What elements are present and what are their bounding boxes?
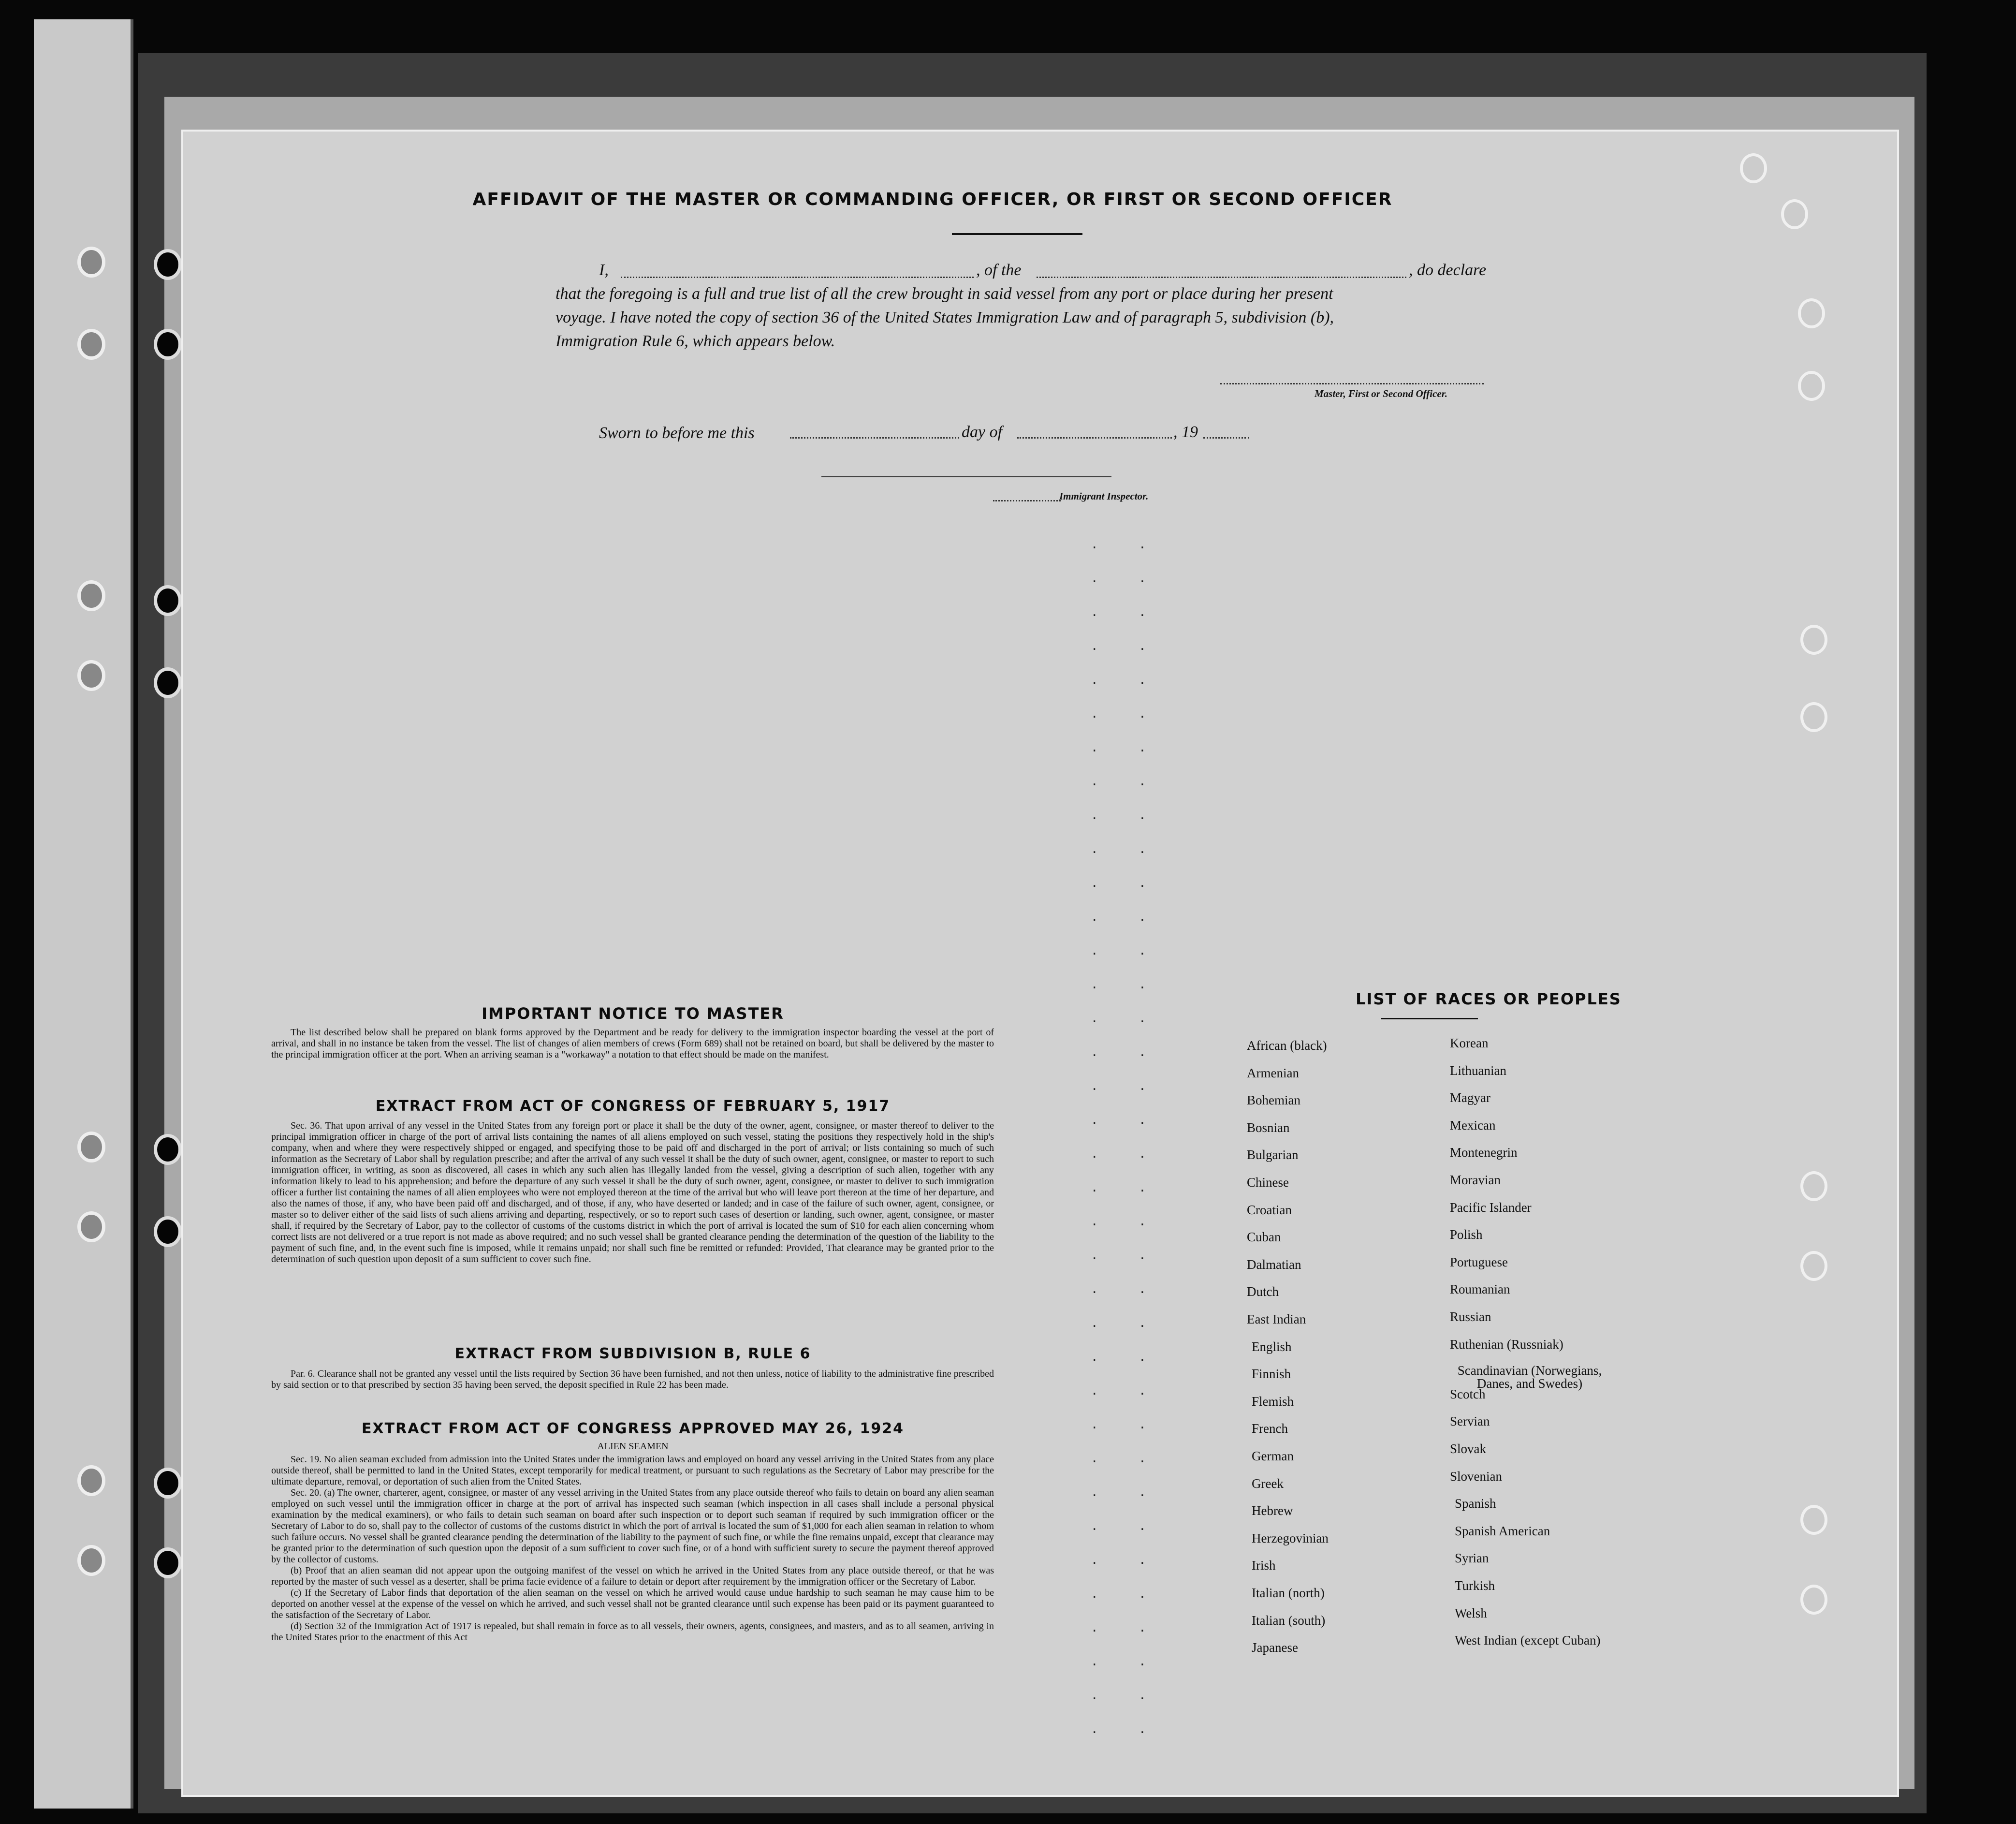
- column-marks: . .: [1092, 1077, 1164, 1094]
- sec-19-paragraph: Sec. 19. No alien seaman excluded from admission into the United States under the immigration laws and employed on board any vessel arriving in the United States from any place outside thereof, shall be permitted to land in the United States, except temporarily for medical treatment, or pursuant to such regulations as the Secretary of Labor may prescribe for the ultimate departure, removal, or deportation of such alien from the United States.: [271, 1454, 994, 1487]
- race-item: Italian (south): [1252, 1613, 1326, 1628]
- column-marks: . .: [1092, 535, 1164, 552]
- column-marks: . .: [1092, 1551, 1164, 1568]
- column-marks: . .: [1092, 1483, 1164, 1500]
- race-item: Polish: [1450, 1227, 1483, 1242]
- binder-hole-icon: [154, 1468, 182, 1499]
- column-marks: . .: [1092, 637, 1164, 654]
- column-marks: . .: [1092, 1382, 1164, 1398]
- race-item: Croatian: [1247, 1202, 1292, 1217]
- race-item: Dalmatian: [1247, 1257, 1301, 1272]
- inspector-signature-field[interactable]: [821, 476, 1111, 477]
- column-marks: . .: [1092, 1280, 1164, 1297]
- column-marks: . .: [1092, 1585, 1164, 1602]
- race-item: Dutch: [1247, 1284, 1279, 1299]
- column-marks: . .: [1092, 1517, 1164, 1534]
- column-marks: . .: [1092, 1348, 1164, 1365]
- race-item: Chinese: [1247, 1175, 1289, 1190]
- column-marks: . .: [1092, 569, 1164, 586]
- race-item: English: [1252, 1339, 1292, 1354]
- column-marks: . .: [1092, 1145, 1164, 1162]
- binder-hole-icon: [154, 329, 182, 360]
- column-marks: . .: [1092, 1043, 1164, 1060]
- binder-hole-icon: [1781, 199, 1808, 229]
- binder-hole-icon: [1798, 298, 1825, 328]
- affidavit-line-3: voyage. I have noted the copy of section 36 of the United States Immigration Law and of paragraph 5, subdivision (b),: [555, 309, 1334, 326]
- race-item: Slovenian: [1450, 1469, 1502, 1484]
- inspector-dotted-line: [993, 500, 1061, 501]
- race-item: Roumanian: [1450, 1282, 1510, 1297]
- binder-hole-icon: [1800, 1585, 1827, 1615]
- column-marks: . .: [1092, 975, 1164, 992]
- race-item: Scotch: [1450, 1386, 1486, 1401]
- affidavit-line-4: Immigration Rule 6, which appears below.: [555, 332, 835, 350]
- column-marks: . .: [1092, 1686, 1164, 1703]
- column-marks: . .: [1092, 1720, 1164, 1737]
- race-item: Bosnian: [1247, 1120, 1290, 1135]
- column-marks: . .: [1092, 1212, 1164, 1229]
- column-marks: . .: [1092, 1178, 1164, 1195]
- race-item: Herzegovinian: [1252, 1530, 1329, 1545]
- race-item: Armenian: [1247, 1065, 1299, 1080]
- race-item: Ruthenian (Russniak): [1450, 1337, 1563, 1352]
- race-item: Finnish: [1252, 1367, 1291, 1382]
- race-item: Greek: [1252, 1476, 1284, 1491]
- column-marks: . .: [1092, 705, 1164, 721]
- column-marks: . .: [1092, 941, 1164, 958]
- binder-hole-icon: [154, 585, 182, 616]
- extract-1917-title: EXTRACT FROM ACT OF CONGRESS OF FEBRUARY 5, 1917: [375, 1098, 891, 1115]
- race-item: Mexican: [1450, 1118, 1496, 1133]
- binder-hole-icon: [77, 247, 105, 278]
- affidavit-of-the-label: , of the: [976, 261, 1022, 279]
- officer-signature-field[interactable]: [1220, 383, 1484, 384]
- notice-title: IMPORTANT NOTICE TO MASTER: [482, 1004, 784, 1023]
- inspector-caption: Immigrant Inspector.: [1059, 490, 1149, 502]
- race-item: Italian (north): [1252, 1586, 1325, 1600]
- binder-hole-icon: [77, 1211, 105, 1242]
- binder-hole-icon: [154, 667, 182, 698]
- race-item: Scandinavian (Norwegians, Danes, and Swedes): [1457, 1363, 1602, 1391]
- race-item: Japanese: [1252, 1640, 1298, 1655]
- binder-hole-icon: [154, 249, 182, 280]
- sworn-day-field[interactable]: [790, 437, 959, 439]
- column-marks: . .: [1092, 1415, 1164, 1432]
- column-marks: . .: [1092, 671, 1164, 688]
- binder-hole-icon: [1800, 702, 1827, 732]
- binder-hole-icon: [1800, 1171, 1827, 1201]
- race-item: Turkish: [1455, 1578, 1495, 1593]
- column-marks: . .: [1092, 1652, 1164, 1669]
- race-item: West Indian (except Cuban): [1455, 1633, 1601, 1648]
- binder-hole-icon: [77, 1465, 105, 1496]
- sec-20d-paragraph: (d) Section 32 of the Immigration Act of 1917 is repealed, but shall remain in force as to all vessels, their owners, agents, consignees, and masters, and as to all seamen, arriving in the United States prior to the enactment of this Act: [271, 1621, 994, 1643]
- race-item: Bohemian: [1247, 1093, 1300, 1108]
- day-of-label: day of: [962, 423, 1003, 441]
- column-marks: . .: [1092, 772, 1164, 789]
- vessel-name-field[interactable]: [1037, 277, 1406, 278]
- binder-hole-icon: [77, 580, 105, 611]
- sec-20a-paragraph: Sec. 20. (a) The owner, charterer, agent, consignee, or master of any vessel arriving in the United States from any place outside thereof who fails to detain on board any alien seaman employed on such vessel until the immigration officer in charge at the port of arrival has inspected such seaman (which inspection in all cases shall include a personal physical examination by the medical examiners), or who fails to detain such seaman on board after such inspection or to deport such seaman if required by such immigration officer or the Secretary of Labor to do so, shall pay to the collector of customs of the customs district in which the port of arrival is located the sum of $1,000 for each alien seaman in relation to whom such failure occurs. No vessel shall be granted clearance pending the determination of the liability to the payment of such fine, or while the fine remains unpaid, except that clearance may be granted prior to the determination of such question upon the deposit of a sum sufficient to cover such fine, or of a bond with sufficient surety to secure the payment thereof approved by the collector of customs.: [271, 1487, 994, 1565]
- race-item: Korean: [1450, 1036, 1489, 1050]
- signature-caption: Master, First or Second Officer.: [1315, 388, 1447, 399]
- column-marks: . .: [1092, 1246, 1164, 1263]
- binder-hole-icon: [77, 329, 105, 360]
- race-item: East Indian: [1247, 1312, 1306, 1326]
- binder-hole-icon: [1740, 153, 1767, 183]
- binder-hole-icon: [1800, 1251, 1827, 1281]
- extract-1924-subtitle: ALIEN SEAMEN: [597, 1441, 669, 1452]
- title-underline: [952, 233, 1082, 235]
- affidavit-title: AFFIDAVIT OF THE MASTER OR COMMANDING OFFICER, OR FIRST OR SECOND OFFICER: [472, 190, 1393, 209]
- races-title-underline: [1381, 1018, 1478, 1019]
- binder-hole-icon: [154, 1216, 182, 1247]
- race-item: Cuban: [1247, 1230, 1281, 1245]
- race-item: Lithuanian: [1450, 1063, 1506, 1078]
- race-item: Syrian: [1455, 1551, 1489, 1566]
- binder-hole-icon: [77, 1132, 105, 1162]
- race-item: Moravian: [1450, 1173, 1501, 1187]
- column-marks: . .: [1092, 1449, 1164, 1466]
- column-marks: . .: [1092, 738, 1164, 755]
- year-label: , 19: [1173, 423, 1198, 441]
- column-marks: . .: [1092, 908, 1164, 925]
- form-page: [181, 130, 1899, 1797]
- race-item: Hebrew: [1252, 1503, 1293, 1518]
- sec-20c-paragraph: (c) If the Secretary of Labor finds that deportation of the alien seaman on the vessel on which he arrived would cause undue hardship to such seaman he may cause him to be deported on another vessel at the expense of the vessel on which he arrived, and such vessel shall not be granted clearance until such expense has been paid or its payment guaranteed to the satisfaction of the Secretary of Labor.: [271, 1588, 994, 1620]
- binder-hole-icon: [1800, 625, 1827, 655]
- race-item: Spanish American: [1455, 1523, 1550, 1538]
- extract-1924-title: EXTRACT FROM ACT OF CONGRESS APPROVED MAY 26, 1924: [362, 1420, 904, 1437]
- column-marks: . .: [1092, 1618, 1164, 1635]
- sworn-month-field[interactable]: [1017, 437, 1172, 439]
- race-item: Portuguese: [1450, 1254, 1508, 1269]
- extract-1924-body: [271, 1454, 994, 1643]
- race-item: German: [1252, 1449, 1294, 1463]
- extract-rule6-title: EXTRACT FROM SUBDIVISION B, RULE 6: [454, 1345, 811, 1362]
- race-item: African (black): [1247, 1038, 1327, 1053]
- race-item: Bulgarian: [1247, 1147, 1299, 1162]
- binder-hole-icon: [77, 1545, 105, 1576]
- race-item: Pacific Islander: [1450, 1200, 1532, 1215]
- race-item: Slovak: [1450, 1442, 1487, 1456]
- sworn-year-field[interactable]: [1203, 437, 1249, 439]
- race-item: Servian: [1450, 1414, 1490, 1429]
- race-item: Montenegrin: [1450, 1145, 1518, 1160]
- affidavit-do-declare-label: , do declare: [1409, 261, 1487, 279]
- binder-hole-icon: [154, 1547, 182, 1578]
- race-item: Welsh: [1455, 1605, 1487, 1620]
- extract-1917-body: Sec. 36. That upon arrival of any vessel in the United States from any foreign port or place it shall be the duty of the owner, agent, consignee, or master thereof to deliver to the principal immigration officer in charge of the port of arrival lists containing the names of all aliens employed on such vessel, stating the positions they respectively hold in the ship's company, when and where they were respectively shipped or engaged, and specifying those to be paid off and discharged in the port of arrival; or lists containing so much of such information as the Secretary of Labor shall by regulation prescribe; and after the arrival of any such vessel it shall be the duty of such owner, agent, consignee, or master to report to such immigration officer, in writing, as soon as discovered, all cases in which any such alien has illegally landed from the vessel, giving a description of such alien, together with any information likely to lead to his apprehension; and before the departure of any such vessel it shall be the duty of such owner, agent, consignee, or master to deliver to such immigration officer a further list containing the names of all alien employees who were not employed thereon at the time of the arrival but who will leave port thereon at the time of her departure, and also the names of those, if any, who have been paid off and discharged, and of those, if any, who have deserted or landed; and in case of the failure of such owner, agent, consignee, or master so to deliver either of the said lists of such aliens arriving and departing, respectively, or so to report such cases of desertion or landing, such owner, agent, consignee, or master shall, if required by the Secretary of Labor, pay to the collector of customs of the customs district in which the port of arrival is located the sum of $10 for each alien concerning whom correct lists are not delivered or a true report is not made as above required; and no such vessel shall be granted clearance pending the determination of the question of the liability to the payment of such fine, and, in the event such fine is imposed, while it remains unpaid; nor shall such fine be remitted or refunded: Provided, That clearance may be granted prior to the determination of such question upon deposit of a sum sufficient to cover such fine.: [271, 1120, 994, 1265]
- race-item: French: [1252, 1421, 1288, 1436]
- race-item: Spanish: [1455, 1496, 1496, 1511]
- extract-rule6-body: Par. 6. Clearance shall not be granted any vessel until the lists required by Section 36 have been furnished, and not then unless, notice of liability to the administrative fine prescribed by said section or to that prescribed by section 35 having been served, the deposit specified in Rule 22 has been made.: [271, 1368, 994, 1390]
- binder-hole-icon: [77, 660, 105, 691]
- race-item: Magyar: [1450, 1090, 1490, 1105]
- sworn-label: Sworn to before me this: [599, 424, 755, 442]
- affidavit-i-label: I,: [599, 261, 609, 279]
- race-item: Russian: [1450, 1309, 1491, 1324]
- race-item: Irish: [1252, 1558, 1276, 1573]
- race-item: Flemish: [1252, 1394, 1294, 1409]
- column-marks: . .: [1092, 1314, 1164, 1331]
- notice-body: The list described below shall be prepared on blank forms approved by the Department and be ready for delivery to the immigration inspector boarding the vessel at the port of arrival, and shall in no instance be taken from the vessel. The list of changes of alien members of crews (Form 689) shall not be retained on board, but shall be delivered by the master to the principal immigration officer at the port. When an arriving seaman is a "workaway" a notation to that effect should be made on the manifest.: [271, 1027, 994, 1060]
- races-title: LIST OF RACES OR PEOPLES: [1356, 990, 1622, 1008]
- column-marks: . .: [1092, 840, 1164, 857]
- column-marks: . .: [1092, 874, 1164, 891]
- column-marks: . .: [1092, 806, 1164, 823]
- binder-spine-strip: [34, 19, 133, 1809]
- column-marks: . .: [1092, 1111, 1164, 1128]
- sec-20b-paragraph: (b) Proof that an alien seaman did not appear upon the outgoing manifest of the vessel on which he arrived in the United States from any place outside thereof, or that he was reported by the master of such vessel as a deserter, shall be prima facie evidence of a failure to detain or deport after requirement by the immigration officer or the Secretary of Labor.: [271, 1565, 994, 1587]
- affidavit-line-2: that the foregoing is a full and true list of all the crew brought in said vessel from any port or place during her present: [555, 285, 1333, 303]
- column-marks: . .: [1092, 1009, 1164, 1026]
- master-name-field[interactable]: [621, 277, 974, 278]
- binder-hole-icon: [154, 1134, 182, 1165]
- column-marks: . .: [1092, 603, 1164, 620]
- binder-hole-icon: [1800, 1505, 1827, 1535]
- binder-hole-icon: [1798, 371, 1825, 401]
